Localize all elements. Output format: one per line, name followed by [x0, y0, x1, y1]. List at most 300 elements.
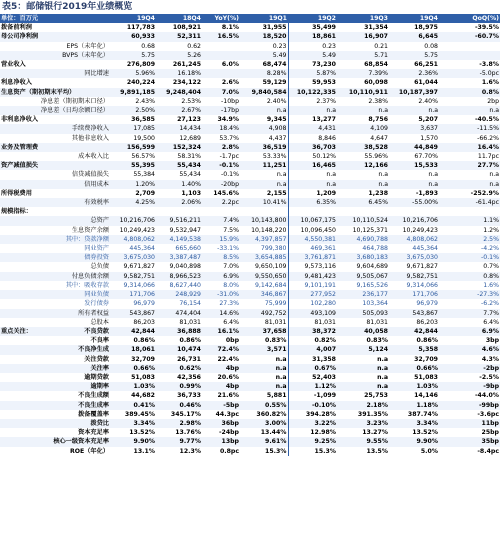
cell-value: 469,361 — [288, 244, 337, 253]
cell-value: 7.4% — [223, 217, 239, 225]
cell-value: 9,573,116 — [288, 262, 337, 271]
table-row — [0, 143, 500, 152]
cell-value: -55.00% — [412, 199, 438, 207]
row-label: 总负债 — [90, 263, 109, 271]
table-row — [0, 318, 500, 327]
cell-value: 27.3% — [219, 300, 239, 308]
cell-value: 36,585 — [131, 116, 155, 124]
cell-value: 2.8% — [221, 143, 239, 151]
table-row — [0, 42, 500, 51]
cell-value: 0.83% — [366, 337, 388, 345]
cell-value: 4,109 — [370, 125, 388, 133]
row-label: 付息负债余额 — [71, 272, 109, 280]
cell-value: 0.08 — [424, 42, 438, 50]
table-row — [0, 235, 500, 244]
cell-value: 543,867 — [412, 309, 438, 317]
cell-value: 27.7% — [477, 162, 499, 170]
cell-value: 18,061 — [131, 346, 155, 354]
table-row — [0, 69, 500, 78]
cell-value: 13.52% — [412, 429, 438, 437]
row-label: 所有者权益 — [78, 309, 109, 317]
cell-value: 56.57% — [131, 153, 155, 161]
cell-value: -27.3% — [477, 291, 499, 299]
cell-value: 6.45% — [368, 199, 388, 207]
cell-value: -33.1% — [217, 245, 239, 253]
cell-value: 5.71 — [374, 51, 388, 59]
cell-value: 3bp — [485, 337, 499, 345]
cell-value: 9,582,751 — [123, 272, 155, 280]
cell-value: 464,788 — [362, 245, 388, 253]
cell-value: 9.25% — [288, 437, 337, 446]
cell-value: 276,809 — [126, 61, 155, 69]
cell-value: 6.35% — [288, 198, 337, 207]
cell-value: 1,209 — [288, 189, 337, 198]
cell-value: 665,660 — [175, 245, 201, 253]
cell-value: 0.41% — [133, 401, 155, 409]
cell-value: 346,867 — [260, 291, 287, 299]
cell-value: 16,465 — [288, 161, 337, 170]
cell-value: 2.36% — [418, 70, 438, 78]
table-row — [0, 106, 500, 115]
cell-value: 10,216,706 — [402, 217, 438, 225]
cell-value: 9,101,191 — [288, 281, 337, 290]
row-label: 所得税费用 — [1, 189, 32, 197]
table-row — [0, 244, 500, 253]
cell-value: n.a — [275, 355, 287, 363]
cell-value: 13.76% — [175, 429, 201, 437]
row-label: 手续费净收入 — [71, 125, 109, 133]
table-row — [0, 134, 500, 143]
header-col: 18Q4 — [182, 15, 201, 22]
cell-value: 0.99% — [179, 383, 201, 391]
cell-value: 31,955 — [262, 24, 287, 32]
cell-value: 0.62% — [179, 364, 201, 372]
cell-value: 2.43% — [135, 97, 155, 105]
cell-value: 9,248,404 — [166, 88, 201, 96]
cell-value: 5,881 — [266, 392, 287, 400]
cell-value: 32,709 — [131, 355, 155, 363]
cell-value: 389.45% — [124, 410, 155, 418]
cell-value: 15.9% — [219, 235, 239, 243]
cell-value — [439, 42, 500, 51]
cell-value: 9,650,109 — [255, 263, 287, 271]
row-label: 拨备覆盖率 — [78, 410, 109, 418]
row-label: 信用成本 — [84, 180, 109, 188]
table-row — [0, 290, 500, 299]
cell-value: 117,783 — [126, 24, 155, 32]
cell-value: 10,122,335 — [288, 88, 337, 97]
row-label: 其中：贷款净额 — [65, 235, 109, 243]
cell-value: -17bp — [221, 107, 239, 115]
table-row — [0, 336, 500, 345]
cell-value: 37,658 — [262, 327, 287, 335]
cell-value: 10.41% — [262, 199, 287, 207]
cell-value: 2.53% — [181, 97, 201, 105]
table-row — [0, 51, 500, 60]
cell-value: 44.3pc — [215, 410, 239, 418]
cell-value: n.a — [428, 171, 438, 179]
cell-value: 108,921 — [172, 24, 201, 32]
cell-value: 4.25% — [135, 199, 155, 207]
cell-value: 6.4% — [483, 318, 499, 326]
cell-value: 2,155 — [266, 189, 287, 197]
cell-value: 2.6% — [221, 79, 239, 87]
cell-value: -4.2% — [481, 245, 499, 253]
cell-value: 75,999 — [264, 300, 287, 308]
cell-value: 5.75 — [424, 51, 438, 59]
cell-value: 60,933 — [131, 33, 155, 41]
cell-value: 21.6% — [217, 392, 239, 400]
cell-value: 12,689 — [179, 134, 201, 142]
cell-value: n.a — [377, 364, 388, 372]
cell-value: 445,364 — [129, 245, 155, 253]
cell-value: 0.86% — [416, 337, 438, 345]
cell-value: 36,733 — [177, 392, 201, 400]
cell-value: 14.6% — [219, 309, 239, 317]
cell-value: 68,854 — [364, 61, 388, 69]
cell-value: 1.03% — [133, 383, 155, 391]
table-row — [0, 23, 500, 32]
cell-value: 5,358 — [418, 346, 438, 354]
cell-value: 5.49 — [288, 51, 337, 60]
cell-value: 9,314,066 — [406, 281, 438, 289]
cell-value: 3.00% — [265, 419, 287, 427]
cell-value: 6.4% — [223, 318, 239, 326]
cell-value: 9,345 — [266, 116, 287, 124]
table-body — [0, 23, 500, 456]
cell-value: 10,143,800 — [251, 217, 287, 225]
cell-value: 0.8% — [481, 88, 499, 96]
cell-value: 0.8pc — [219, 447, 239, 455]
cell-value: 1,238 — [368, 189, 388, 197]
row-label: 逾期率 — [90, 383, 109, 391]
cell-value: 19,500 — [133, 134, 155, 142]
cell-value: 2.38% — [368, 97, 388, 105]
cell-value: 1,570 — [420, 134, 438, 142]
cell-value: 0.66% — [133, 364, 155, 372]
cell-value: 16,907 — [364, 33, 388, 41]
table-row — [0, 355, 500, 364]
cell-value: 3.34% — [416, 419, 438, 427]
row-label: 同比增速 — [84, 70, 109, 78]
cell-value: 55,434 — [177, 162, 201, 170]
cell-value: 171,706 — [129, 291, 155, 299]
cell-value: 4,431 — [288, 124, 337, 133]
cell-value: 360.82% — [256, 410, 287, 418]
cell-value: 0bp — [225, 337, 239, 345]
header-col: YoY(%) — [214, 15, 239, 22]
row-label: ROE（年化） — [69, 447, 109, 455]
row-label: 拨备前利润 — [1, 24, 32, 32]
cell-value: -1.7pc — [219, 153, 239, 161]
cell-value: 9,840,584 — [251, 88, 287, 96]
table-row — [0, 152, 500, 161]
row-label: 母公司净利润 — [1, 33, 39, 41]
cell-value — [202, 42, 240, 51]
cell-value: 9,505,067 — [356, 272, 388, 280]
row-label: 其中：吸收存款 — [65, 281, 109, 289]
cell-value: 3,654,885 — [255, 254, 287, 262]
cell-value: 11.7pc — [477, 153, 499, 161]
table-row — [0, 373, 500, 382]
cell-value: 10,110,524 — [352, 217, 388, 225]
cell-value: 55.96% — [364, 153, 388, 161]
table-row — [0, 78, 500, 87]
cell-value: 3,761,871 — [288, 253, 337, 262]
header-col: 19Q3 — [369, 15, 388, 22]
cell-value: 11,251 — [262, 162, 287, 170]
header-col: 19Q2 — [317, 15, 336, 22]
cell-value: 1,103 — [181, 189, 201, 197]
table-row — [0, 382, 500, 391]
cell-value: 9,891,185 — [120, 88, 155, 96]
cell-value: 9.61% — [265, 438, 287, 446]
cell-value: -1,893 — [415, 189, 438, 197]
cell-value: 3,675,030 — [123, 254, 155, 262]
cell-value: 0.67% — [288, 364, 337, 373]
cell-value: 277,952 — [288, 290, 337, 299]
cell-value: 3,637 — [420, 125, 438, 133]
cell-value: 36,888 — [177, 327, 201, 335]
cell-value: 0.46% — [179, 401, 201, 409]
row-label: 总资产 — [90, 217, 109, 225]
cell-value: 5,207 — [418, 116, 438, 124]
cell-value: n.a — [377, 383, 388, 391]
cell-value: 81,031 — [288, 318, 337, 327]
cell-value: -0.1% — [221, 171, 239, 179]
cell-value: 0.86% — [133, 337, 155, 345]
cell-value: 14,434 — [179, 125, 201, 133]
table-row — [0, 124, 500, 133]
cell-value: 10,216,706 — [119, 217, 155, 225]
cell-value: 4,808,062 — [406, 235, 438, 243]
cell-value: 145.6% — [213, 189, 239, 197]
table-row — [0, 32, 500, 41]
cell-value: 18,861 — [288, 32, 337, 41]
cell-value: 9,516,211 — [169, 217, 201, 225]
cell-value: -3.8% — [479, 61, 499, 69]
cell-value: 2,709 — [135, 189, 155, 197]
cell-value: 13.27% — [362, 429, 388, 437]
table-row — [0, 272, 500, 281]
cell-value: 9,165,526 — [356, 281, 388, 289]
row-label: 拨贷比 — [90, 419, 109, 427]
table-row — [0, 281, 500, 290]
cell-value: 1.20% — [135, 180, 155, 188]
cell-value: 493,109 — [288, 309, 337, 318]
cell-value: 8.0% — [223, 281, 239, 289]
cell-value — [202, 69, 240, 78]
cell-value: -0.1% — [481, 254, 499, 262]
cell-value — [110, 207, 156, 216]
cell-value: 9.77% — [179, 438, 201, 446]
row-label: 不良生成额 — [78, 392, 109, 400]
cell-value: 16.1% — [217, 327, 239, 335]
cell-value: -8.4pc — [477, 447, 499, 455]
cell-value: 32,709 — [414, 355, 438, 363]
cell-value: n.a — [377, 373, 388, 381]
cell-value: 15,533 — [414, 162, 438, 170]
cell-value: -60.7% — [474, 33, 499, 41]
row-label: 同业负债 — [84, 291, 109, 299]
section-label: 重点关注： — [1, 327, 32, 335]
cell-value: 18,975 — [414, 24, 438, 32]
cell-value: 8,627,440 — [169, 281, 201, 289]
cell-value: 0.66% — [416, 364, 438, 372]
cell-value: n.a — [428, 180, 438, 188]
cell-value: 27,123 — [177, 116, 201, 124]
cell-value — [240, 207, 288, 216]
cell-value: 13.5% — [366, 447, 388, 455]
cell-value: 9.90% — [133, 438, 155, 446]
cell-value: 81,031 — [264, 318, 287, 326]
cell-value: 13.44% — [260, 429, 287, 437]
cell-value: 81,031 — [179, 318, 201, 326]
table-row — [0, 88, 500, 97]
cell-value: 52,403 — [288, 373, 337, 382]
row-label: 不良率 — [90, 337, 109, 345]
table-row — [0, 428, 500, 437]
cell-value: -0.10% — [288, 401, 337, 410]
row-label: 债券投资 — [84, 254, 109, 262]
header-unit: 单位：百万元 — [1, 15, 39, 22]
cell-value: 55,434 — [179, 171, 201, 179]
cell-value: 58.31% — [177, 153, 201, 161]
row-label: 其他非息收入 — [71, 134, 109, 142]
cell-value: 5.49 — [272, 51, 287, 59]
cell-value: 11bp — [481, 419, 499, 427]
cell-value: -0.1% — [219, 162, 239, 170]
cell-value: 152,324 — [172, 143, 201, 151]
cell-value: 4,550,381 — [288, 235, 337, 244]
cell-value: 3,675,030 — [406, 254, 438, 262]
header-col: QoQ(%) — [472, 15, 499, 22]
cell-value: 18,520 — [262, 33, 287, 41]
table-row — [0, 60, 500, 69]
cell-value: 44,849 — [414, 143, 438, 151]
cell-value: 394.28% — [288, 410, 337, 419]
cell-value: 3.34% — [133, 419, 155, 427]
cell-value: 38,372 — [288, 327, 337, 336]
row-label — [0, 327, 110, 336]
cell-value: 18.4% — [219, 125, 239, 133]
cell-value: 0.21 — [374, 42, 388, 50]
cell-value: -66.2% — [477, 134, 499, 142]
cell-value: -24bp — [218, 429, 239, 437]
cell-value: 81,031 — [366, 318, 388, 326]
cell-value: 40,058 — [364, 327, 388, 335]
cell-value: 2.18% — [366, 401, 388, 409]
cell-value: 25bp — [481, 429, 499, 437]
cell-value: 53.7% — [219, 134, 239, 142]
cell-value: 8,756 — [368, 116, 388, 124]
cell-value: 66,251 — [414, 61, 438, 69]
cell-value: n.a — [276, 171, 287, 179]
cell-value: 15.3% — [265, 447, 287, 455]
table-row — [0, 410, 500, 419]
cell-value: 67.70% — [414, 153, 438, 161]
cell-value: 505,093 — [362, 309, 388, 317]
row-label: 有效税率 — [84, 199, 109, 207]
cell-value — [337, 207, 389, 216]
cell-value: 4,149,538 — [169, 235, 201, 243]
cell-value: 2.2pc — [221, 199, 239, 207]
cell-value: 59,953 — [288, 78, 337, 87]
row-label: 发行债券 — [84, 300, 109, 308]
cell-value: -10bp — [221, 97, 239, 105]
table-row — [0, 207, 500, 216]
cell-value — [202, 207, 240, 216]
cell-value: 53.33% — [262, 153, 287, 161]
cell-value: n.a — [288, 170, 337, 179]
table-row — [0, 180, 500, 189]
cell-value: 0.23 — [288, 42, 337, 51]
table-row — [0, 262, 500, 271]
row-label: 关注贷款 — [84, 355, 109, 363]
cell-value: 1.6% — [483, 281, 499, 289]
cell-value: 0.7% — [483, 263, 499, 271]
cell-value: 2.37% — [288, 97, 337, 106]
cell-value: -3.6pc — [477, 410, 499, 418]
cell-value: 261,245 — [172, 61, 201, 69]
row-label: 营业收入 — [1, 61, 26, 69]
cell-value: 234,122 — [172, 79, 201, 87]
cell-value: 60,098 — [364, 79, 388, 87]
cell-value: 7.5% — [223, 226, 239, 234]
cell-value: -2.5% — [479, 373, 499, 381]
cell-value: 76,154 — [179, 300, 201, 308]
cell-value: 102,280 — [288, 299, 337, 308]
row-label: 信贷减值损失 — [71, 171, 109, 179]
cell-value: 36bp — [221, 419, 239, 427]
cell-value: 3.22% — [288, 419, 337, 428]
table-title: 表5：邮储银行2019年业绩概览 — [2, 2, 133, 12]
table-row — [0, 253, 500, 262]
cell-value: n.a — [275, 364, 287, 372]
cell-value: 10,096,450 — [288, 226, 337, 235]
cell-value: 7.39% — [368, 70, 388, 78]
performance-table — [0, 14, 500, 456]
cell-value: 1.2% — [483, 226, 499, 234]
cell-value: 9,040,898 — [169, 263, 201, 271]
table-row — [0, 419, 500, 428]
row-label: 利息净收入 — [1, 79, 32, 87]
cell-value: 7.7% — [483, 309, 499, 317]
row-label: 净息差（日均余额口径） — [40, 107, 109, 115]
row-label: 生息资产余额 — [71, 226, 109, 234]
row-label: 资产减值损失 — [1, 162, 39, 170]
cell-value: 4,647 — [370, 134, 388, 142]
row-label: 净息差（期初期末口径） — [40, 97, 109, 105]
row-label: 业务及管理费 — [1, 143, 39, 151]
cell-value: 12,166 — [364, 162, 388, 170]
cell-value: 2.06% — [181, 199, 201, 207]
cell-value: 3,680,183 — [356, 254, 388, 262]
cell-value: 0.82% — [288, 336, 337, 345]
cell-value: n.a — [276, 107, 287, 115]
cell-value: 55,395 — [131, 162, 155, 170]
cell-value: n.a — [288, 106, 337, 115]
cell-value: 3.23% — [366, 419, 388, 427]
row-label: 规模指标： — [1, 208, 32, 216]
cell-value: n.a — [378, 180, 388, 188]
cell-value: -40.5% — [474, 116, 499, 124]
cell-value: 4,908 — [268, 125, 287, 133]
cell-value: 8,966,523 — [169, 272, 201, 280]
cell-value: 42,844 — [414, 327, 438, 335]
cell-value — [389, 207, 439, 216]
cell-value: 9,532,947 — [169, 226, 201, 234]
